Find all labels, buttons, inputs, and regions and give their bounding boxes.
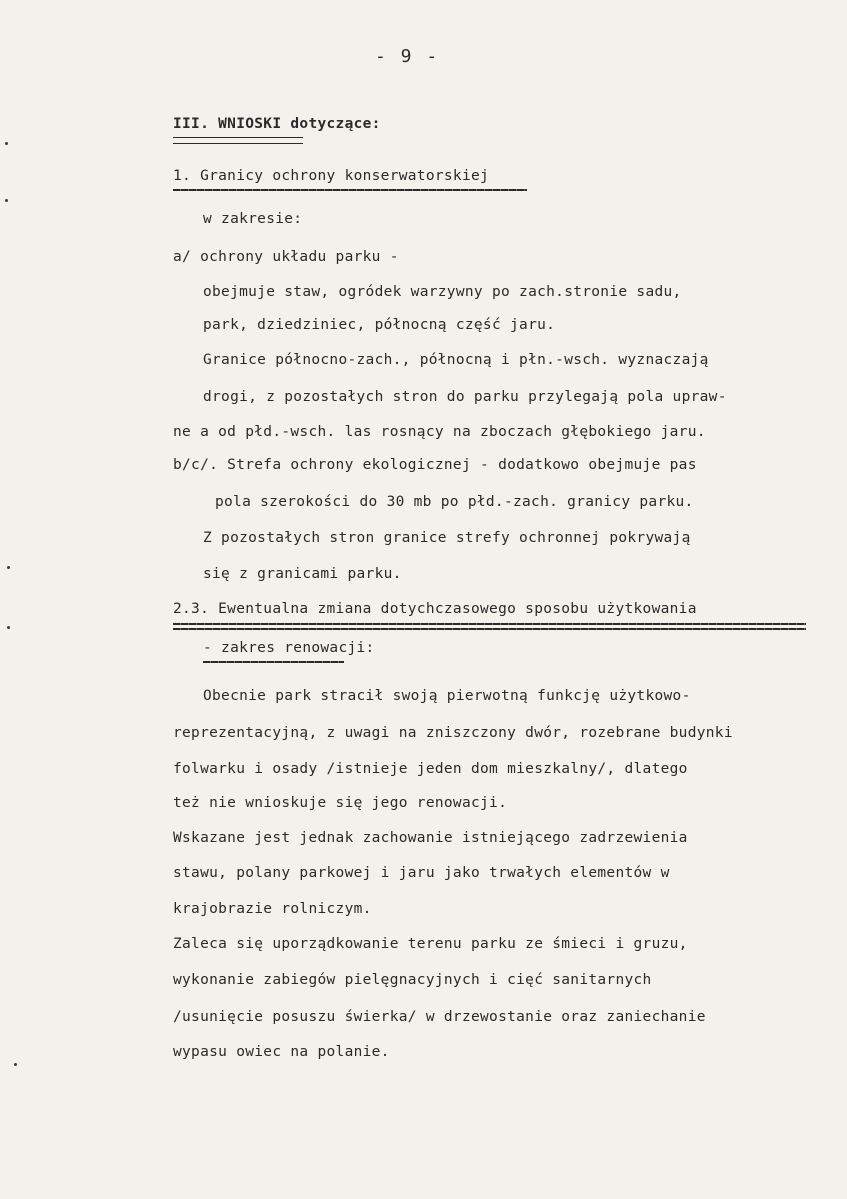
body-line: Wskazane jest jednak zachowanie istniejącego zadrzewienia [173, 830, 688, 846]
body-line: /usunięcie posuszu świerka/ w drzewostanie oraz zaniechanie [173, 1009, 706, 1025]
body-line: też nie wnioskuje się jego renowacji. [173, 795, 508, 811]
item-bc-line: pola szerokości do 30 mb po płd.-zach. granicy parku. [215, 494, 694, 510]
item-bc-line: Z pozostałych stron granice strefy ochronnej pokrywają [203, 530, 691, 546]
item-a-line: drogi, z pozostałych stron do parku przylegają pola upraw- [203, 389, 727, 405]
body-line: wykonanie zabiegów pielęgnacyjnych i cięć sanitarnych [173, 972, 652, 988]
body-line: folwarku i osady /istnieje jeden dom mieszkalny/, dlatego [173, 761, 688, 777]
section23-underline [173, 623, 806, 625]
body-line: krajobrazie rolniczym. [173, 901, 372, 917]
section23-underline-second [173, 628, 806, 630]
margin-speck [5, 142, 8, 145]
body-line: reprezentacyjną, z uwagi na zniszczony dwór, rozebrane budynki [173, 725, 733, 741]
body-line: Zaleca się uporządkowanie terenu parku ze śmieci i gruzu, [173, 936, 688, 952]
body-line: wypasu owiec na polanie. [173, 1044, 390, 1060]
margin-speck [5, 199, 8, 202]
body-line: Obecnie park stracił swoją pierwotną funkcję użytkowo- [203, 688, 691, 704]
section23-title: 2.3. Ewentualna zmiana dotychczasowego sposobu użytkowania [173, 601, 697, 617]
heading-double-underline [173, 137, 303, 144]
body-line: stawu, polany parkowej i jaru jako trwałych elementów w [173, 865, 670, 881]
section23-subtitle: - zakres renowacji: [203, 640, 375, 656]
item-a-line: Granice północno-zach., północną i płn.-wsch. wyznaczają [203, 352, 709, 368]
section23-subtitle-underline [203, 661, 344, 663]
item-a-title: a/ ochrony układu parku - [173, 249, 399, 265]
section1-title: 1. Granicy ochrony konserwatorskiej [173, 168, 490, 184]
margin-speck [7, 626, 10, 629]
page-number: - 9 - [375, 46, 440, 67]
section-heading: III. WNIOSKI dotyczące: [173, 116, 381, 132]
margin-speck [7, 566, 10, 569]
item-a-line: park, dziedziniec, północną część jaru. [203, 317, 556, 333]
item-bc-title: b/c/. Strefa ochrony ekologicznej - dodatkowo obejmuje pas [173, 457, 697, 473]
item-a-line: ne a od płd.-wsch. las rosnący na zboczach głębokiego jaru. [173, 424, 706, 440]
section1-underline [173, 189, 527, 191]
item-bc-line: się z granicami parku. [203, 566, 402, 582]
item-a-line: obejmuje staw, ogródek warzywny po zach.stronie sadu, [203, 284, 682, 300]
margin-speck [14, 1063, 17, 1066]
scope-label: w zakresie: [203, 211, 303, 227]
